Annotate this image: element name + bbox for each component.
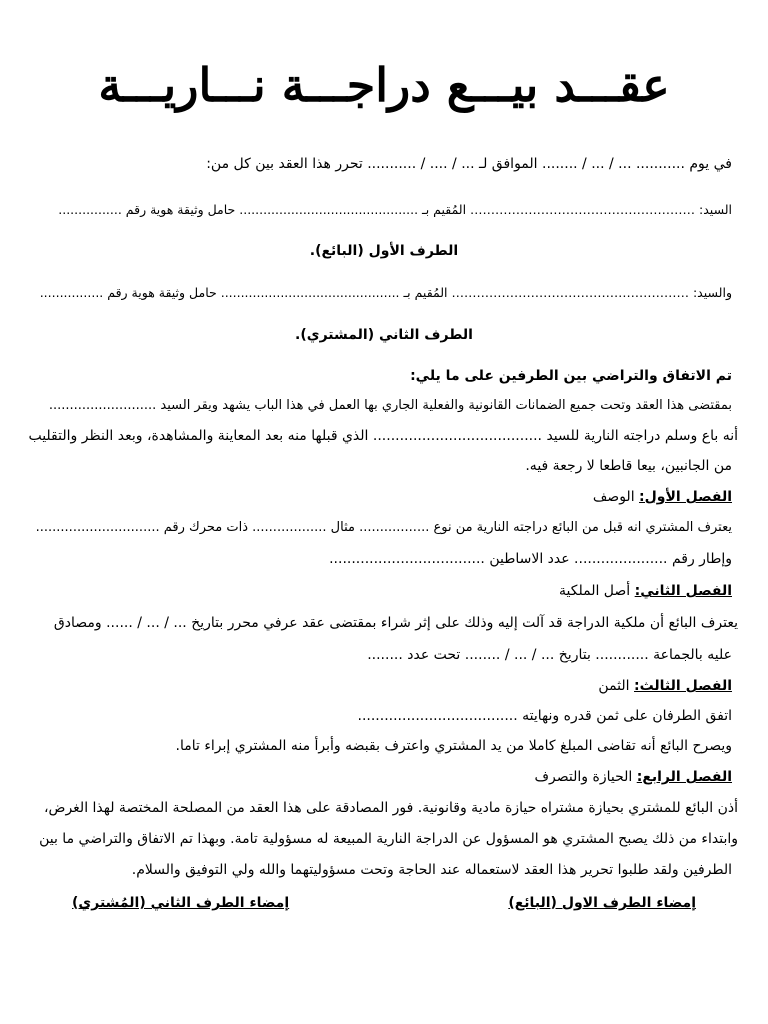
- section-2-title: أصل الملكية: [559, 583, 635, 599]
- section-2-label: الفصل الثاني:: [634, 583, 732, 599]
- section-4-line: وابتداء من ذلك يصبح المشتري هو المسؤول عن الدراجة النارية المبيعة له مسؤولية تامة. وبهذا تم الاتفاق والتراضي ما بين: [39, 831, 738, 847]
- section-2-line: يعترف البائع أن ملكية الدراجة قد آلت إليه وذلك على إثر شراء بمقتضى عقد عرفي محرر بتاريخ ... / ... / ...... ومصادق: [53, 615, 738, 631]
- page-title: عقـــد بيـــع دراجـــة نـــاريـــة: [98, 58, 670, 112]
- seller-signature-label: إمضاء الطرف الاول (البائع): [508, 895, 696, 911]
- section-3-title: الثمن: [598, 678, 634, 694]
- section-4-label: الفصل الرابع:: [636, 769, 732, 785]
- section-1-line: يعترف المشتري انه قبل من البائع دراجته النارية من نوع ................. مثال .................. ذات محرك رقم ..............................: [35, 520, 732, 535]
- preamble-line: بمقتضى هذا العقد وتحت جميع الضمانات القانونية والفعلية الجاري بها العمل في هذا الباب يشهد ويقر السيد ..........................: [48, 398, 732, 413]
- section-3-line: ويصرح البائع أنه تقاضى المبلغ كاملا من يد المشتري واعترف بقبضه وأبرأ منه المشتري إبراء تاما.: [175, 738, 732, 754]
- section-3-line: اتفق الطرفان على ثمن قدره ونهايته ....................................: [357, 708, 732, 724]
- section-2-heading: [32, 581, 732, 601]
- section-4-title: الحيازة والتصرف: [534, 769, 637, 785]
- intro-line: في يوم ........... ... / ... / ........ الموافق لـ ... / .... / ........... تحرر هذا العقد بين كل من:: [206, 156, 732, 172]
- buyer-signature-label: إمضاء الطرف الثاني (المُشتري): [72, 895, 290, 911]
- section-3-heading: [32, 676, 732, 696]
- section-1-label: الفصل الأول:: [639, 489, 732, 505]
- preamble-line: أنه باع وسلم دراجته النارية للسيد ...................................... الذي قبلها منه بعد المعاينة والمشاهدة، وبعد النظر والتقليب: [28, 428, 738, 444]
- section-4-line: أذن البائع للمشتري بحيازة مشتراه حيازة مادية وقانونية. فور المصادقة على هذا العقد من المصلحة المختصة لهذا الغرض،: [44, 800, 738, 816]
- agreement-heading: تم الاتفاق والتراضي بين الطرفين على ما يلي:: [410, 368, 732, 384]
- section-1-title: الوصف: [592, 489, 640, 505]
- section-1-heading: [32, 487, 732, 507]
- section-4-heading: [32, 767, 732, 787]
- buyer-label: الطرف الثاني (المشتري).: [295, 327, 473, 343]
- seller-label: الطرف الأول (البائع).: [309, 243, 459, 259]
- section-4-line: الطرفين ولقد طلبوا تحرير هذا العقد لاستعماله عند الحاجة وتحت مسؤوليتهما والله ولي التوفيق والسلام.: [131, 862, 732, 878]
- seller-details-line: السيد: ……………………………………………… المُقيم بـ ............................................. حامل وثيقة هوية رقم ................: [58, 202, 732, 217]
- buyer-details-line: والسيد: ………………………………………………… المُقيم بـ ............................................. حامل وثيقة هوية رقم ................: [39, 285, 732, 300]
- preamble-line: من الجانبين، بيعا قاطعا لا رجعة فيه.: [525, 458, 732, 474]
- section-3-label: الفصل الثالث:: [634, 678, 732, 694]
- section-1-line: وإطار رقم ..................... عدد الاساطين ...................................: [329, 551, 732, 567]
- section-2-line: عليه بالجماعة ............ بتاريخ ... / ... / ........ تحت عدد ........: [367, 647, 732, 663]
